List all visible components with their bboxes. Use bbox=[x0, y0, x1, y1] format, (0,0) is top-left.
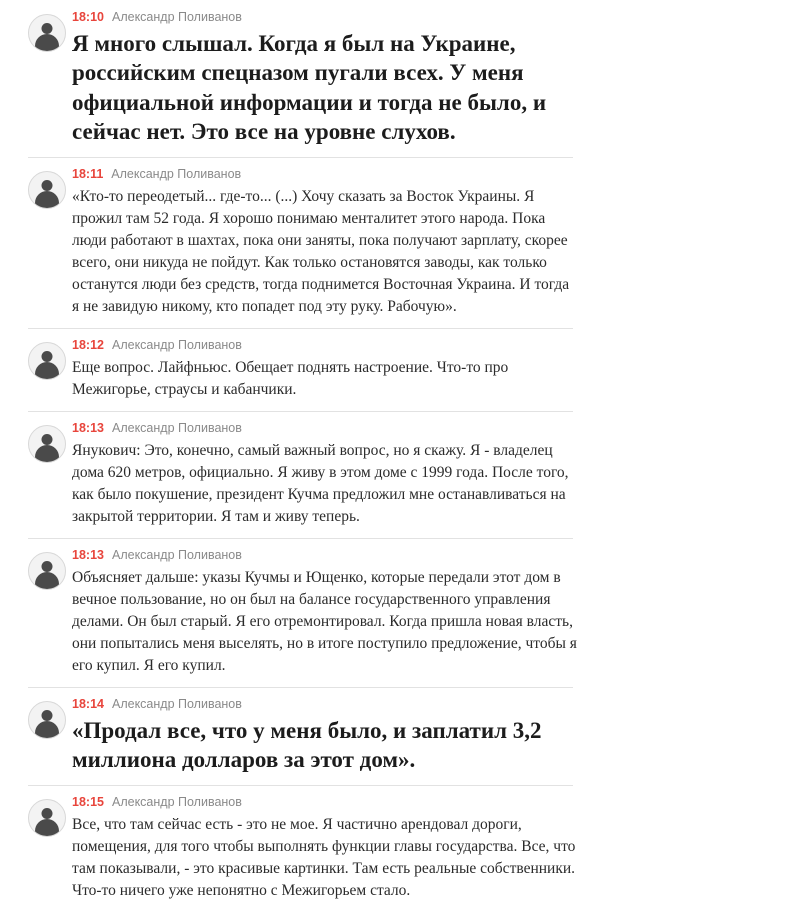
avatar-cell bbox=[0, 548, 72, 590]
avatar bbox=[28, 799, 66, 837]
list-item bbox=[0, 785, 800, 912]
entry-meta bbox=[72, 697, 578, 712]
avatar bbox=[28, 552, 66, 590]
entry-content bbox=[72, 167, 588, 318]
entry-author: Александр Поливанов bbox=[111, 10, 242, 24]
entry-meta bbox=[72, 167, 578, 182]
avatar-body-shape bbox=[35, 34, 59, 51]
avatar-body-shape bbox=[35, 191, 59, 208]
entry-text: Все, что там сейчас есть - это не мое. Я частично арендовал дороги, помещения, для того чтобы выполнять функции главы государства. Все, что там показывали, - это красивые картинки. Там есть реальные собственники. Что-то ничего уже непонятно с Межигорьем стало. bbox=[72, 815, 576, 899]
avatar-head-shape bbox=[42, 561, 53, 572]
avatar-head-shape bbox=[42, 710, 53, 721]
avatar-head-shape bbox=[42, 434, 53, 445]
entry-meta bbox=[72, 338, 578, 353]
avatar bbox=[28, 171, 66, 209]
entry-content bbox=[72, 548, 588, 677]
avatar-cell bbox=[0, 795, 72, 837]
entry-text: Янукович: Это, конечно, самый важный вопрос, но я скажу. Я - владелец дома 620 метров, официально. Я живу в этом доме с 1999 года. После того, как было покушение, президент Кучма предложил мне останавливаться на закрытой территории. Я там и живу теперь. bbox=[72, 441, 569, 525]
avatar-head-shape bbox=[42, 808, 53, 819]
entry-timestamp: 18:13 bbox=[72, 420, 104, 435]
avatar-body-shape bbox=[35, 362, 59, 379]
entry-meta bbox=[72, 10, 578, 25]
entry-author: Александр Поливанов bbox=[111, 337, 242, 352]
entry-timestamp: 18:12 bbox=[72, 337, 104, 352]
entry-timestamp: 18:14 bbox=[72, 696, 104, 711]
avatar-cell bbox=[0, 697, 72, 739]
entry-timestamp: 18:13 bbox=[72, 547, 104, 562]
avatar-cell bbox=[0, 421, 72, 463]
entry-timestamp: 18:11 bbox=[72, 166, 104, 181]
entry-text: «Кто-то переодетый... где-то... (...) Хочу сказать за Восток Украины. Я прожил там 52 года. Я хорошо понимаю менталитет этого народа. Пока люди работают в шахтах, пока они заняты, пока получают зарплату, скорее всего, они никуда не пойдут. Как только остановятся заводы, как только останутся люди без средств, тогда поднимется Восточная Украина. И тогда я не завидую никому, кто попадет под эту руку. Рабочую». bbox=[72, 187, 570, 315]
entry-author: Александр Поливанов bbox=[111, 696, 242, 711]
entry-content bbox=[72, 338, 588, 401]
list-item bbox=[0, 411, 800, 538]
avatar bbox=[28, 701, 66, 739]
list-item bbox=[0, 157, 800, 328]
avatar-head-shape bbox=[42, 351, 53, 362]
avatar bbox=[28, 14, 66, 52]
entry-text: Еще вопрос. Лайфньюс. Обещает поднять настроение. Что-то про Межигорье, страусы и кабанчики. bbox=[72, 358, 509, 398]
entry-timestamp: 18:15 bbox=[72, 794, 104, 809]
avatar-head-shape bbox=[42, 180, 53, 191]
entry-meta bbox=[72, 795, 578, 810]
avatar-cell bbox=[0, 167, 72, 209]
entry-text: Я много слышал. Когда я был на Украине, российским спецназом пугали всех. У меня официальной информации и тогда не было, и сейчас нет. Это все на уровне слухов. bbox=[72, 31, 547, 145]
entry-content bbox=[72, 795, 588, 902]
list-item bbox=[0, 328, 800, 411]
entry-meta bbox=[72, 548, 578, 563]
entry-text: Объясняет дальше: указы Кучмы и Ющенко, которые передали этот дом в вечное пользование, но он был на балансе государственного управления делами. Он был старый. Я его отремонтировал. Когда пришла новая власть, они попытались меня выселять, но в итоге поступило предложение, чтобы я его купил. Я его купил. bbox=[72, 568, 577, 674]
avatar-cell bbox=[0, 10, 72, 52]
entry-text: «Продал все, что у меня было, и заплатил 3,2 миллиона долларов за этот дом». bbox=[72, 717, 542, 773]
avatar-head-shape bbox=[42, 23, 53, 34]
avatar-cell bbox=[0, 338, 72, 380]
avatar-body-shape bbox=[35, 572, 59, 589]
entry-author: Александр Поливанов bbox=[111, 547, 242, 562]
avatar bbox=[28, 342, 66, 380]
entry-content bbox=[72, 421, 588, 528]
entry-meta bbox=[72, 421, 578, 436]
avatar bbox=[28, 425, 66, 463]
entry-content bbox=[72, 697, 588, 775]
entry-author: Александр Поливанов bbox=[111, 166, 242, 181]
list-item bbox=[0, 538, 800, 687]
list-item bbox=[0, 0, 800, 157]
entry-author: Александр Поливанов bbox=[111, 420, 242, 435]
avatar-body-shape bbox=[35, 721, 59, 738]
list-item bbox=[0, 687, 800, 785]
avatar-body-shape bbox=[35, 445, 59, 462]
avatar-body-shape bbox=[35, 819, 59, 836]
entry-author: Александр Поливанов bbox=[111, 794, 242, 809]
entry-content bbox=[72, 10, 588, 147]
entry-timestamp: 18:10 bbox=[72, 10, 104, 24]
